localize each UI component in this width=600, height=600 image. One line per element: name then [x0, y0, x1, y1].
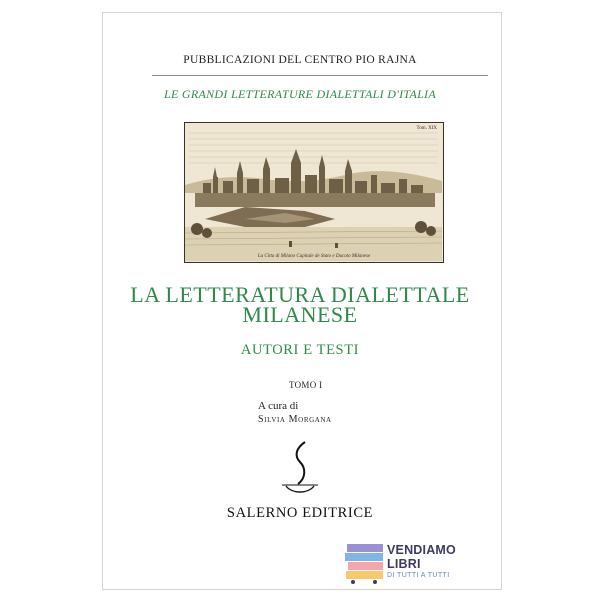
publisher-name: SALERNO EDITRICE	[226, 505, 374, 521]
book-subtitle: AUTORI E TESTI	[240, 342, 360, 358]
city-engraving-image	[184, 122, 444, 263]
book-title	[0, 282, 600, 327]
book-title-line2: MILANESE	[242, 302, 358, 327]
vendiamo-libri-badge	[345, 542, 495, 592]
series-publisher: PUBBLICAZIONI DEL CENTRO PIO RAJNA	[183, 54, 417, 66]
editor-label: A cura di	[258, 400, 299, 412]
engraving-drawing	[185, 123, 442, 261]
editor-name: Silvia Morgana	[258, 414, 332, 425]
series-name: LE GRANDI LETTERATURE DIALETTALI D'ITALIA	[164, 87, 436, 101]
book-title-line1: LA LETTERATURA DIALETTALE	[130, 282, 470, 307]
salerno-s-logo-icon	[278, 440, 322, 496]
volume-label: TOMO I	[289, 380, 323, 390]
badge-tagline: DI TUTTI A TUTTI	[387, 572, 450, 579]
plate-number: Tom. XIX	[416, 126, 437, 131]
badge-text-line1: VENDIAMO	[387, 543, 456, 557]
book-stack-icon	[345, 542, 385, 584]
divider	[152, 75, 488, 76]
badge-text-line2: LIBRI	[387, 557, 421, 571]
engraving-caption: La Citta di Milano Capitale de Stato e Ducato Milanese	[257, 254, 371, 259]
